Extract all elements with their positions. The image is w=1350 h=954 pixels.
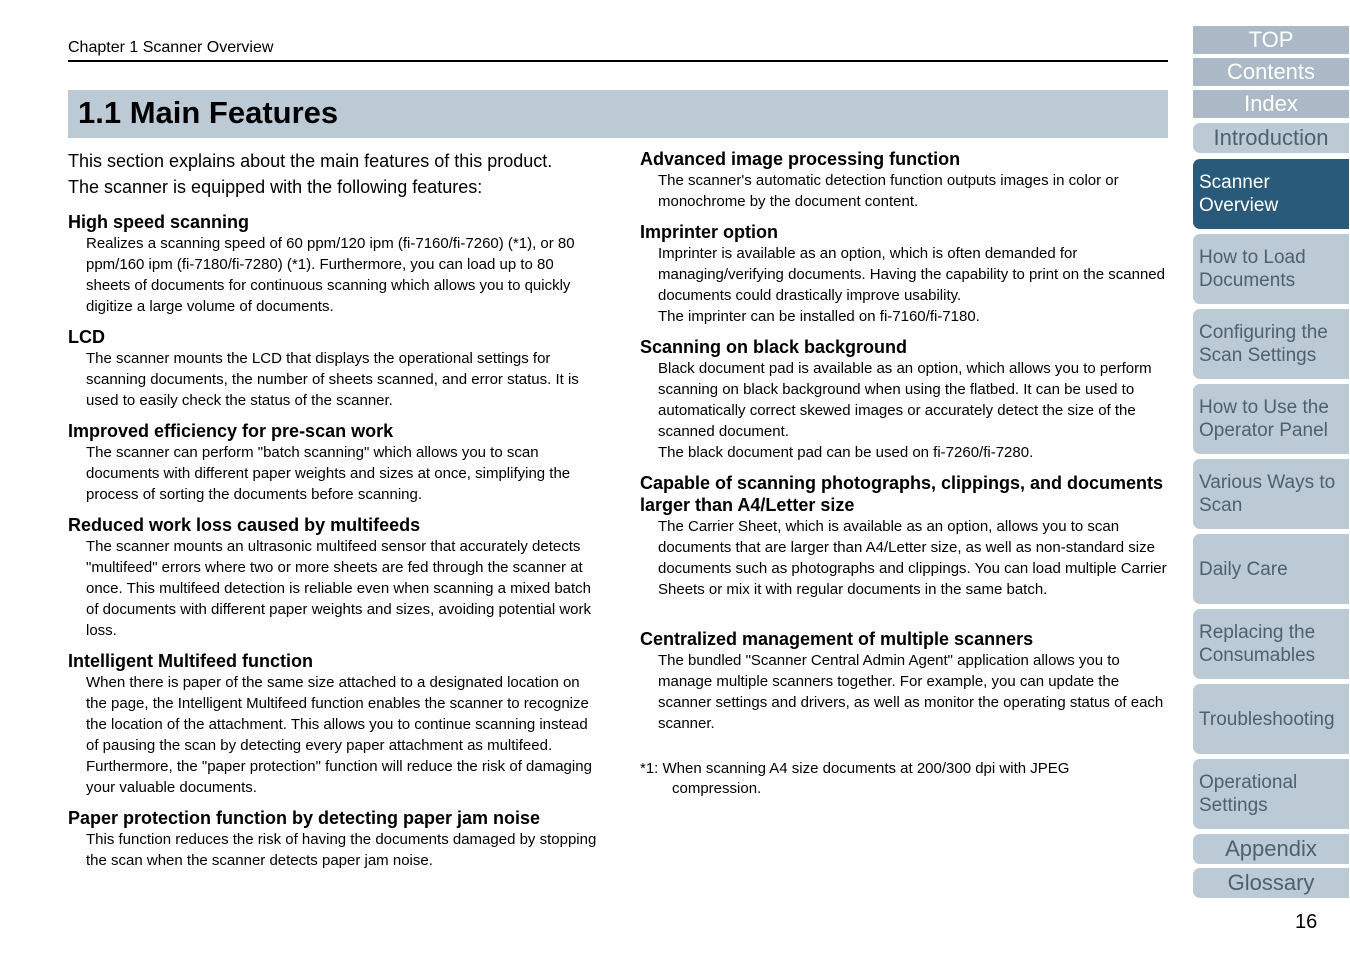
feature-heading: Imprinter option <box>640 222 778 242</box>
nav-chapter-troubleshooting[interactable] <box>1193 684 1349 754</box>
feature-heading: Capable of scanning photographs, clippings, and documents larger than A4/Letter size <box>640 473 1164 515</box>
feature-centralized-management <box>640 628 1170 734</box>
feature-heading: Scanning on black background <box>640 337 908 357</box>
nav-glossary-button[interactable]: Glossary <box>1193 868 1349 898</box>
feature-body: The scanner's automatic detection function outputs images in color or monochrome by the document content. <box>658 172 1119 210</box>
feature-body: Black document pad is available as an option, which allows you to perform scanning on black background when using the flatbed. It can be used to automatically correct skewed images or accurately detect the size of the scanned document. <box>658 360 1152 440</box>
nav-chapter-label: Configuring the Scan Settings <box>1199 322 1328 366</box>
nav-introduction-button[interactable]: Introduction <box>1193 123 1349 153</box>
nav-top-button[interactable]: TOP <box>1193 26 1349 54</box>
page-title: 1.1 Main Features <box>78 95 339 130</box>
feature-imprinter <box>640 221 1170 327</box>
nav-index-button[interactable]: Index <box>1193 90 1349 118</box>
page-number: 16 <box>1295 911 1318 933</box>
nav-chapter-label: Troubleshooting <box>1199 708 1335 730</box>
footnote: *1: When scanning A4 size documents at 200/300 dpi with JPEG compression. <box>640 760 1070 797</box>
feature-heading: High speed scanning <box>68 212 250 232</box>
feature-lcd <box>68 326 598 411</box>
nav-chapter-label: How to Use the Operator Panel <box>1199 397 1329 441</box>
feature-paper-protection <box>68 807 598 871</box>
nav-chapter-scan-settings[interactable] <box>1193 309 1349 379</box>
nav-chapter-label: Scanner Overview <box>1199 172 1279 216</box>
intro-line-2: The scanner is equipped with the following features: <box>68 177 483 197</box>
nav-chapter-label: Replacing the Consumables <box>1199 622 1316 666</box>
feature-body: When there is paper of the same size attached to a designated location on the page, the Intelligent Multifeed function enables the scanner to recognize the location of the attachment. This allows you to continue scanning instead of pausing the scan by detecting every paper attachment as multifeed. Furthermore, the "paper protection" function will reduce the risk of damaging your valuable documents. <box>86 674 592 796</box>
nav-chapter-label: Operational Settings <box>1199 772 1298 816</box>
nav-contents-button[interactable]: Contents <box>1193 58 1349 86</box>
feature-large-documents <box>640 472 1170 600</box>
feature-body: Imprinter is available as an option, which is often demanded for managing/verifying documents. Having the capability to print on the scanned documents could drastically improve usability. <box>658 245 1165 304</box>
title-bar <box>68 90 1168 138</box>
feature-heading: Advanced image processing function <box>640 149 961 169</box>
feature-high-speed-scanning <box>68 211 598 317</box>
nav-chapter-consumables[interactable] <box>1193 609 1349 679</box>
feature-body: The scanner can perform "batch scanning" which allows you to scan documents with different paper weights and sizes at once, simplifying the process of sorting the documents before scanning. <box>86 444 571 503</box>
nav-chapter-label: How to Load Documents <box>1199 247 1306 291</box>
feature-body-note: The black document pad can be used on fi-7260/fi-7280. <box>658 444 1034 461</box>
feature-heading: Paper protection function by detecting paper jam noise <box>68 808 541 828</box>
nav-chapter-load-documents[interactable] <box>1193 234 1349 304</box>
feature-black-background <box>640 336 1170 463</box>
nav-chapter-scanner-overview[interactable] <box>1193 159 1349 229</box>
nav-chapter-operational-settings[interactable] <box>1193 759 1349 829</box>
intro-line-1: This section explains about the main features of this product. <box>68 151 553 171</box>
nav-chapter-operator-panel[interactable] <box>1193 384 1349 454</box>
feature-intelligent-multifeed <box>68 650 598 798</box>
nav-chapter-daily-care[interactable] <box>1193 534 1349 604</box>
feature-multifeeds <box>68 514 598 641</box>
feature-body: The Carrier Sheet, which is available as an option, allows you to scan documents that are larger than A4/Letter size, as well as non-standard size documents such as photographs and clippings. You can load multiple Carrier Sheets or mix it with regular documents in the same batch. <box>658 518 1167 598</box>
feature-heading: Improved efficiency for pre-scan work <box>68 421 394 441</box>
right-column <box>640 148 1170 799</box>
feature-image-processing <box>640 148 1170 212</box>
nav-chapter-label: Various Ways to Scan <box>1199 472 1336 516</box>
nav-chapter-label: Daily Care <box>1199 558 1288 580</box>
nav-appendix-button[interactable]: Appendix <box>1193 834 1349 864</box>
feature-body: This function reduces the risk of having the documents damaged by stopping the scan when the scanner detects paper jam noise. <box>86 831 597 869</box>
feature-heading: LCD <box>68 327 105 347</box>
feature-pre-scan <box>68 420 598 505</box>
intro <box>68 148 598 200</box>
feature-body-note: The imprinter can be installed on fi-7160/fi-7180. <box>658 308 980 325</box>
feature-heading: Intelligent Multifeed function <box>68 651 313 671</box>
feature-heading: Reduced work loss caused by multifeeds <box>68 515 421 535</box>
left-column <box>68 148 598 871</box>
feature-body: The scanner mounts the LCD that displays the operational settings for scanning documents, the number of sheets scanned, and error status. It is used to easily check the status of the scanner. <box>86 350 579 409</box>
feature-heading: Centralized management of multiple scanners <box>640 629 1034 649</box>
nav-chapter-ways-to-scan[interactable] <box>1193 459 1349 529</box>
feature-body: The scanner mounts an ultrasonic multifeed sensor that accurately detects "multifeed" errors where two or more sheets are fed through the scanner at once. This multifeed detection is reliable even when scanning a mixed batch of documents with different paper weights and sizes, avoiding potential work loss. <box>86 538 592 639</box>
feature-body: The bundled "Scanner Central Admin Agent" application allows you to manage multiple scanners together. For example, you can update the scanner settings and drivers, as well as monitor the operating status of each scanner. <box>658 652 1164 732</box>
feature-body: Realizes a scanning speed of 60 ppm/120 ipm (fi-7160/fi-7260) (*1), or 80 ppm/160 ipm (fi-7180/fi-7280) (*1). Furthermore, you can load up to 80 sheets of documents for continuous scanning which allows you to quickly digitize a large volume of documents. <box>86 235 575 315</box>
header-rule <box>68 60 1168 62</box>
chapter-header: Chapter 1 Scanner Overview <box>68 39 274 56</box>
